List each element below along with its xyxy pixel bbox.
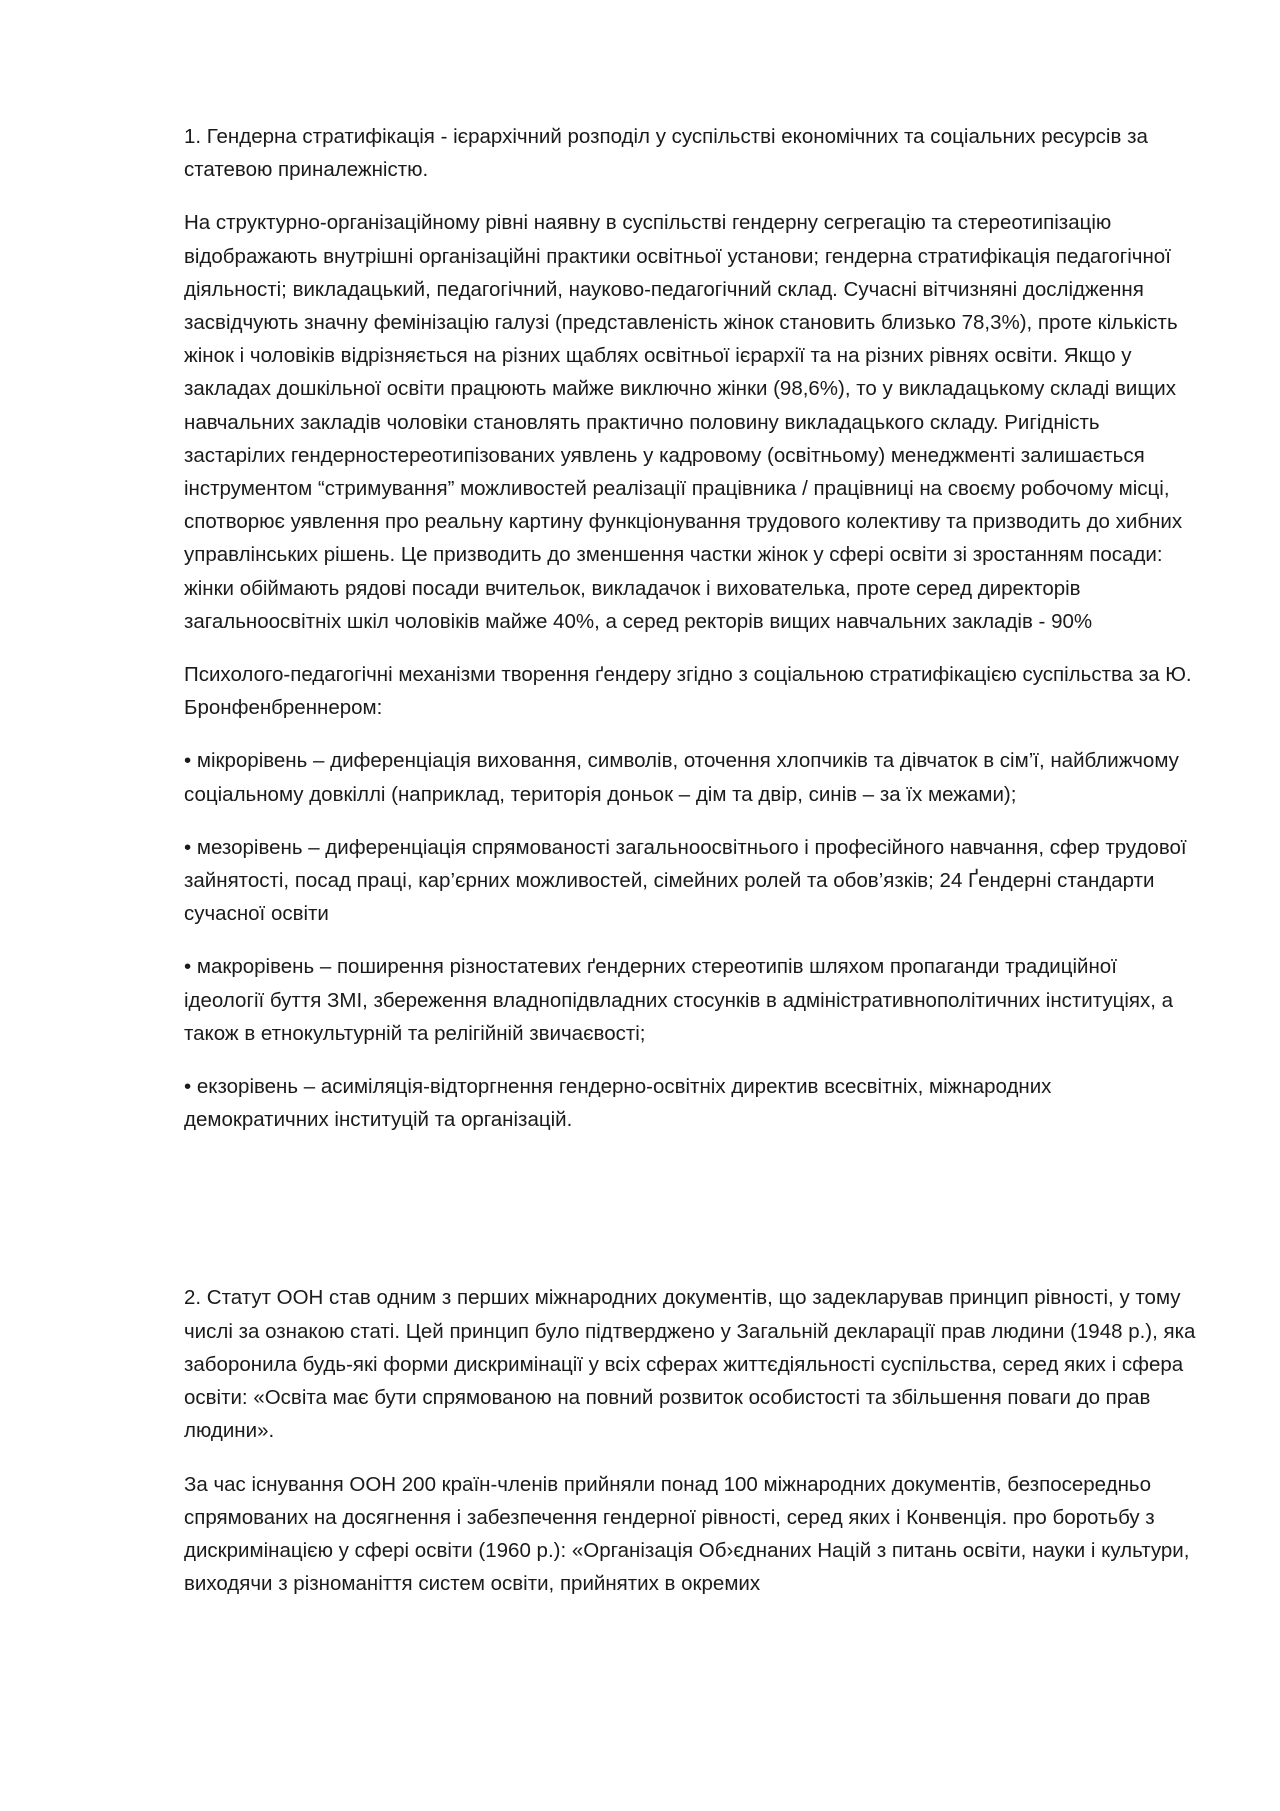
paragraph-bronfenbrenner-intro: Психолого-педагогічні механізми творення ґендеру згідно з соціальною стратифікацією суспільства за Ю. Бронфенбреннером: <box>184 663 1192 720</box>
bullet-macro-level: • макрорівень – поширення різностатевих ґендерних стереотипів шляхом пропаганди традиційної ідеології буття ЗМІ, збереження владнопідвладних стосунків в адміністративнополітичних інституціях, а також в етнокультурній та релігійній звичаєвості; <box>184 955 1174 1045</box>
paragraph-structural-organizational-level: На структурно-організаційному рівні наявну в суспільстві гендерну сегрегацію та стереотипізацію відображають внутрішні організаційні практики освітньої установи; гендерна стратифікація педагогічної діяльності; викладацький, педагогічний, науково-педагогічний склад. Сучасні вітчизняні дослідження засвідчують значну фемінізацію галузі (представленість жінок становить близько 78,3%), проте кількість жінок і чоловіків відрізняється на різних щаблях освітньої ієрархії та на різних рівнях освіти. Якщо у закладах дошкільної освіти працюють майже виключно жінки (98,6%), то у викладацькому складі вищих навчальних закладів чоловіки становлять практично половину викладацького складу. Ригідність застарілих гендерностереотипізованих уявлень у кадровому (освітньому) менеджменті залишається інструментом “стримування” можливостей реалізації працівника / працівниці на своєму робочому місці, спотворює уявлення про реальну картину функціонування трудового колективу та призводить до хибних управлінських рішень. Це призводить до зменшення частки жінок у сфері освіти зі зростанням посади: жінки обіймають рядові посади вчительок, викладачок і вихователька, проте серед директорів загальноосвітніх шкіл чоловіків майже 40%, а серед ректорів вищих навчальних закладів - 90% <box>184 211 1183 633</box>
paragraph-gender-stratification-definition: 1. Гендерна стратифікація - ієрархічний розподіл у суспільстві економічних та соціальних ресурсів за статевою приналежністю. <box>184 125 1148 182</box>
section-spacer <box>184 1156 1196 1281</box>
bullet-meso-level: • мезорівень – диференціація спрямованості загальноосвітнього і професійного навчання, сфер трудової зайнятості, посад праці, кар’єрних можливостей, сімейних ролей та обов’язків; 24 Ґендерні стандарти сучасної освіти <box>184 835 1187 926</box>
paragraph-un-charter: 2. Статут ООН став одним з перших міжнародних документів, що задекларував принцип рівності, у тому числі за ознакою статі. Цей принцип було підтверджено у Загальній декларації прав людини (1948 р.), яка заборонила будь-які форми дискримінації у всіх сферах життєдіяльності суспільства, серед яких і сфера освіти: «Освіта має бути спрямованою на повний розвиток особистості та збільшення поваги до прав людини». <box>184 1286 1196 1443</box>
paragraph-un-documents: За час існування ООН 200 країн-членів прийняли понад 100 міжнародних документів, безпосередньо спрямованих на досягнення і забезпечення гендерної рівності, серед яких і Конвенція. про боротьбу з дискримінацією у сфері освіти (1960 р.): «Організація Об›єднаних Націй з питань освіти, науки і культури, виходячи з різноманіття систем освіти, прийнятих в окремих <box>184 1472 1190 1596</box>
bullet-micro-level: • мікрорівень – диференціація виховання, символів, оточення хлопчиків та дівчаток в сім’ї, найближчому соціальному довкіллі (наприклад, територія доньок – дім та двір, синів – за їх межами); <box>184 749 1179 806</box>
document-body <box>184 120 1196 1620</box>
bullet-exo-level: • екзорівень – асиміляція-відторгнення гендерно-освітніх директив всесвітніх, міжнародних демократичних інституцій та організацій. <box>184 1075 1052 1132</box>
